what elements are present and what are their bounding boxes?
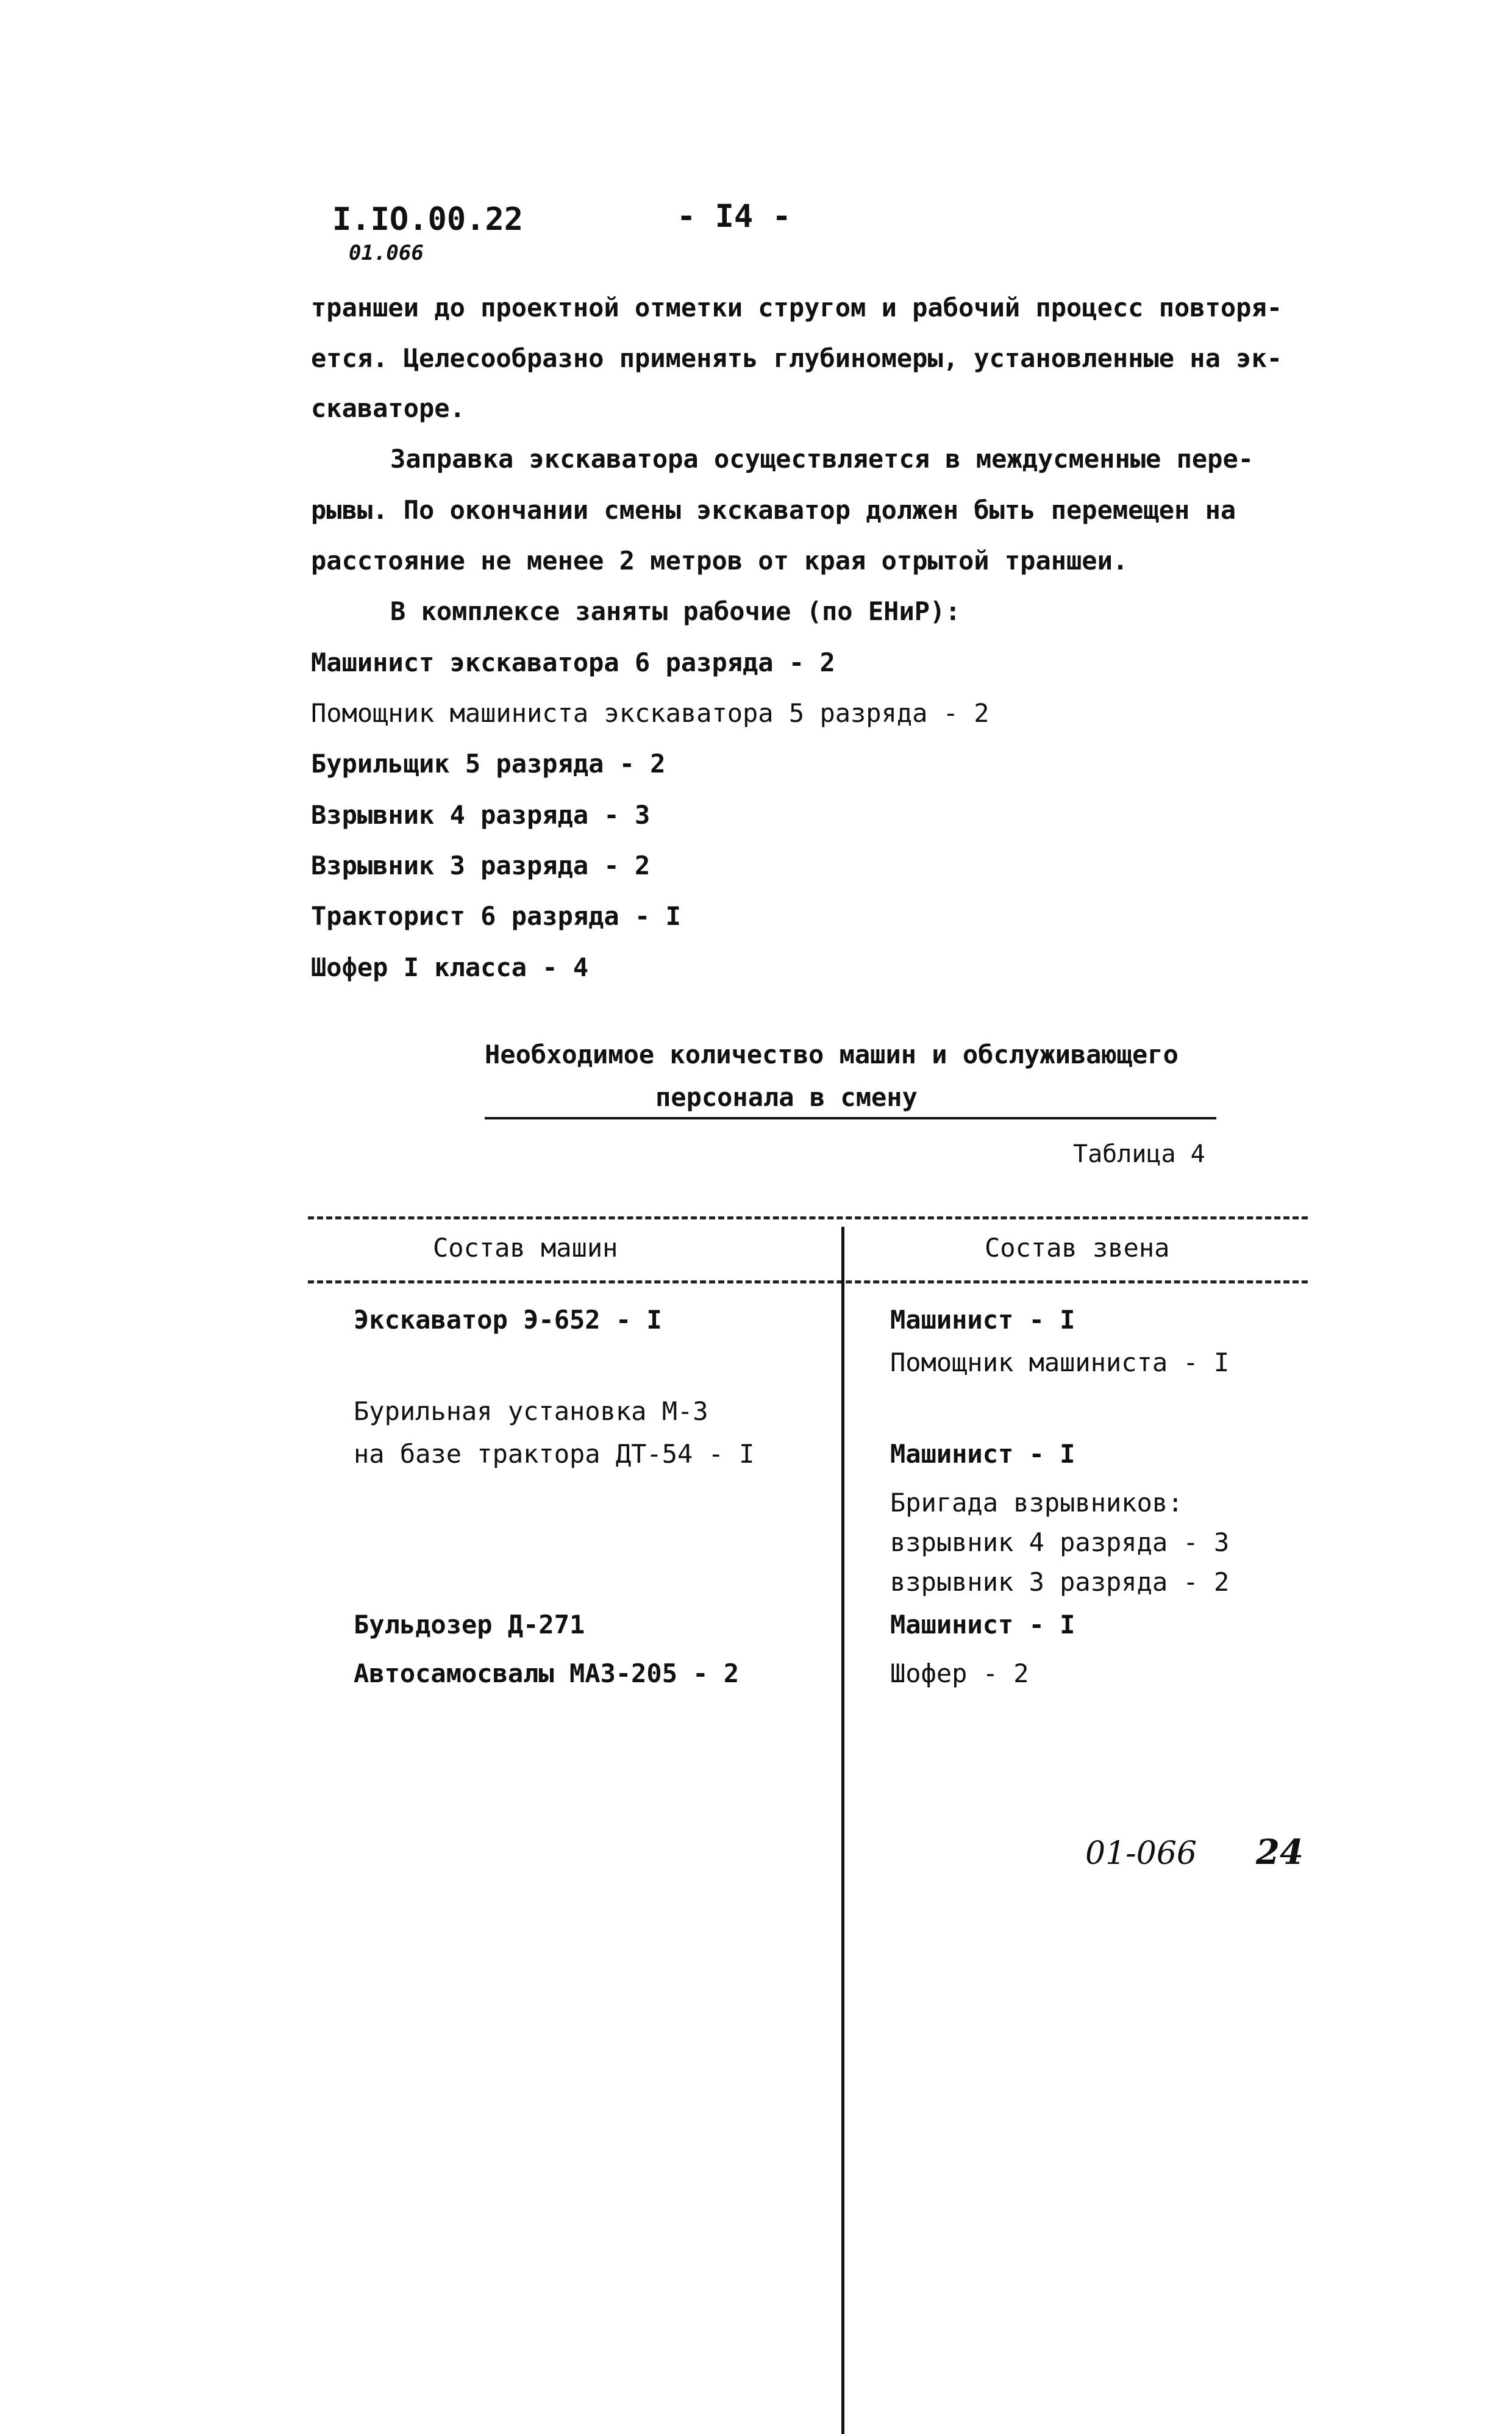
body-line: траншеи до проектной отметки стругом и рабочий процесс повторя- xyxy=(311,293,1283,323)
table-cell-crew: Шофер - 2 xyxy=(890,1658,1029,1688)
table-cell-machine: на базе трактора ДТ-54 - I xyxy=(354,1439,755,1469)
table-cell-machine: Автосамосвалы МАЗ-205 - 2 xyxy=(354,1658,740,1688)
table-cell-crew: Помощник машиниста - I xyxy=(890,1347,1230,1377)
table-cell-machine: Бурильная установка М-3 xyxy=(354,1396,708,1426)
table-title-line1: Необходимое количество машин и обслуживающего xyxy=(485,1040,1179,1069)
column-header-machines: Состав машин xyxy=(433,1233,618,1263)
table-cell-crew: взрывник 3 разряда - 2 xyxy=(890,1567,1230,1597)
table-cell-crew: Машинист - I xyxy=(890,1305,1075,1335)
worker-item: Машинист экскаватора 6 разряда - 2 xyxy=(311,648,835,677)
table-header-rule xyxy=(308,1280,1308,1283)
table-title-line2: персонала в смену xyxy=(655,1082,918,1112)
worker-item: Бурильщик 5 разряда - 2 xyxy=(311,749,666,779)
page-number: - I4 - xyxy=(677,198,791,235)
table-cell-machine: Экскаватор Э-652 - I xyxy=(354,1305,662,1335)
table-cell-crew: Машинист - I xyxy=(890,1610,1075,1640)
table-cell-crew: Бригада взрывников: xyxy=(890,1488,1183,1518)
sheet-number: 24 xyxy=(1256,1832,1303,1872)
table-cell-crew: Машинист - I xyxy=(890,1439,1075,1469)
worker-item: Взрывник 3 разряда - 2 xyxy=(311,851,651,880)
table-top-rule xyxy=(308,1216,1308,1219)
body-line: скаваторе. xyxy=(311,393,465,423)
body-line: ется. Целесообразно применять глубиномеры, установленные на эк- xyxy=(311,343,1283,373)
body-line: рывы. По окончании смены экскаватор должен быть перемещен на xyxy=(311,495,1236,525)
column-header-crew: Состав звена xyxy=(985,1233,1170,1263)
worker-item: Взрывник 4 разряда - 3 xyxy=(311,800,651,830)
body-line: Заправка экскаватора осуществляется в междусменные пере- xyxy=(390,444,1254,474)
archive-code: 01-066 xyxy=(1085,1835,1197,1872)
worker-item: Помощник машиниста экскаватора 5 разряда - 2 xyxy=(311,698,990,728)
body-line: В комплексе заняты рабочие (по ЕНиР): xyxy=(390,596,961,626)
worker-item: Шофер I класса - 4 xyxy=(311,952,589,982)
document-code: I.IO.00.22 xyxy=(332,201,524,238)
table-cell-crew: взрывник 4 разряда - 3 xyxy=(890,1527,1230,1557)
document-subcode: 01.066 xyxy=(349,241,424,265)
body-line: расстояние не менее 2 метров от края отрытой траншеи. xyxy=(311,546,1129,576)
worker-item: Тракторист 6 разряда - I xyxy=(311,901,681,931)
title-underline xyxy=(485,1117,1216,1119)
table-label: Таблица 4 xyxy=(1073,1140,1205,1168)
table-cell-machine: Бульдозер Д-271 xyxy=(354,1610,585,1640)
table-column-divider xyxy=(841,1227,844,2434)
